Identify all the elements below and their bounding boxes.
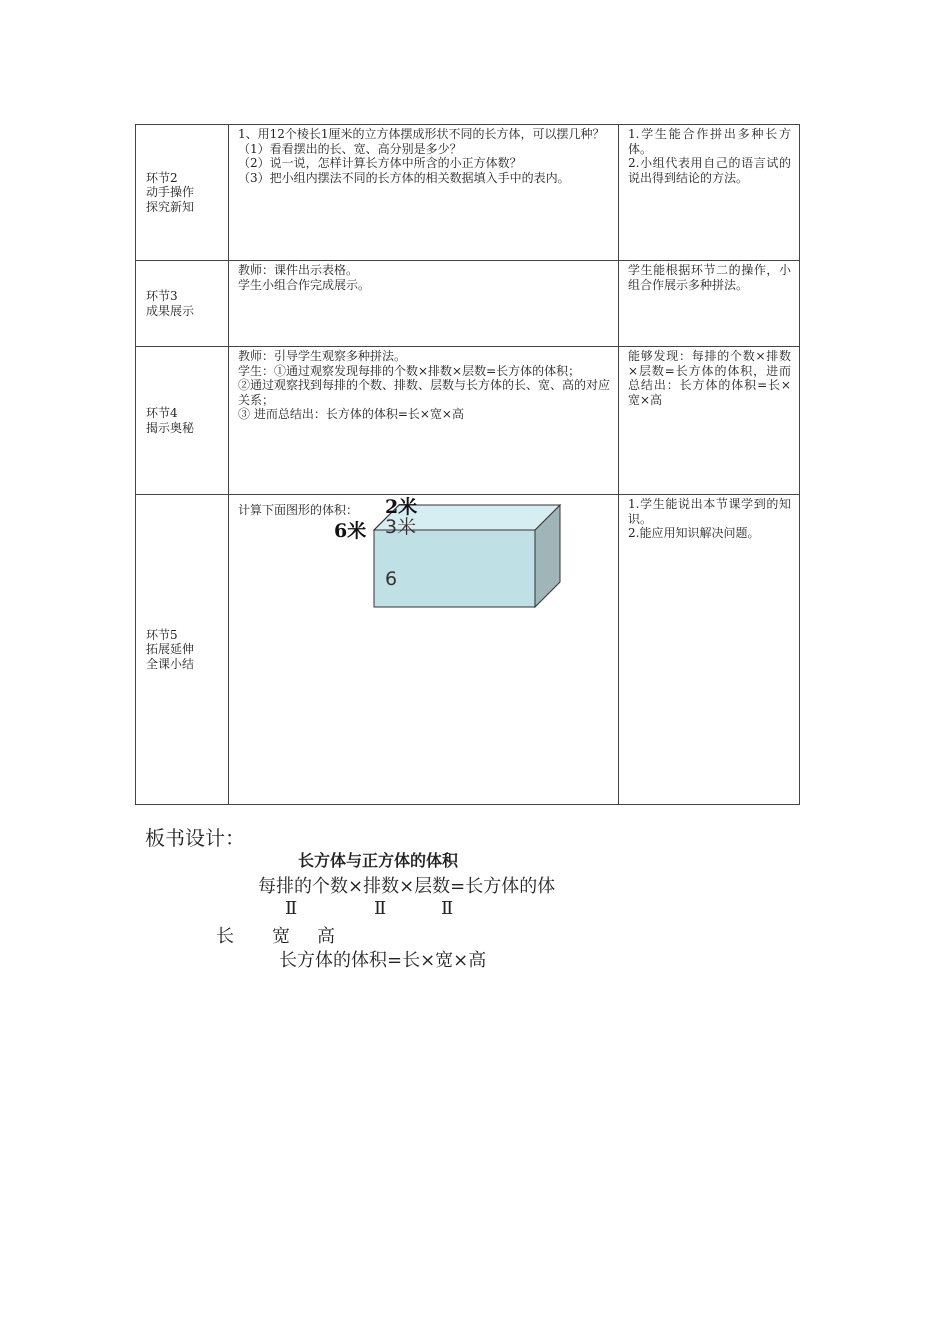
content-cell (229, 261, 619, 347)
lesson-plan-table (135, 124, 800, 805)
table-row (136, 261, 800, 347)
stage-label: 环节3 成果展示 (146, 289, 195, 318)
label-front-value: 6 (385, 568, 398, 590)
board-bracket-3: Ⅱ (441, 898, 454, 919)
stage-label: 环节4 揭示奥秘 (146, 406, 195, 435)
board-word-width: 宽 (272, 926, 290, 947)
goal-cell (619, 261, 800, 347)
goal-text: 能够发现：每排的个数×排数×层数=长方体的体积，进而总结出：长方体的体积=长×宽×高 (628, 349, 791, 407)
stage-label: 环节5 拓展延伸 全课小结 (146, 627, 195, 671)
content-text: 教师：引导学生观察多种拼法。 学生：①通过观察发现每排的个数×排数×层数=长方体的体积； ②通过观察找到每排的个数、排数、层数与长方体的长、宽、高的对应关系； ③ 进而总结出：长方体的体积=长×宽×高 (238, 349, 611, 421)
stage-cell (136, 261, 229, 347)
cuboid-front-face (374, 530, 535, 607)
content-text: 教师：课件出示表格。 学生小组合作完成展示。 (238, 263, 371, 292)
stage-label: 环节2 动手操作 探究新知 (146, 170, 195, 214)
stage-cell (136, 125, 229, 261)
label-left-dimension: 6米 (334, 520, 367, 542)
table-row (136, 125, 800, 261)
board-bracket-1: Ⅱ (285, 898, 298, 919)
content-text: 1、用12个棱长1厘米的立方体摆成形状不同的长方体，可以摆几种？ （1）看看摆出的长、宽、高分别是多少？ （2）说一说，怎样计算长方体中所含的小正方体数？ （3）把小组内摆法不同的长方体的相关数据填入手中的表内。 (238, 127, 605, 185)
board-formula-line: 每排的个数×排数×层数=长方体的体 (258, 876, 556, 897)
board-bracket-2: Ⅱ (374, 898, 387, 919)
table-row (136, 495, 800, 805)
stage-cell (136, 347, 229, 495)
goal-cell (619, 347, 800, 495)
board-volume-formula: 长方体的体积=长×宽×高 (279, 950, 487, 971)
content-cell (229, 495, 619, 805)
goal-text: 1.学生能合作拼出多种长方体。 2.小组代表用自己的语言试的说出得到结论的方法。 (628, 127, 791, 185)
goal-cell (619, 125, 800, 261)
content-cell (229, 347, 619, 495)
board-heading: 长方体与正方体的体积 (298, 851, 459, 870)
stage-cell (136, 495, 229, 805)
board-design-title: 板书设计： (145, 826, 245, 850)
cuboid-figure (229, 495, 618, 801)
board-word-height: 高 (317, 926, 335, 947)
table-row (136, 347, 800, 495)
label-top-dimension: 2米 (385, 496, 418, 518)
goal-cell (619, 495, 800, 805)
goal-text: 学生能根据环节二的操作，小组合作展示多种拼法。 (628, 263, 791, 292)
volume-exercise (229, 495, 618, 801)
goal-text: 1.学生能说出本节课学到的知识。 2.能应用知识解决问题。 (628, 497, 791, 540)
board-word-length: 长 (216, 926, 234, 947)
exercise-prompt: 计算下面图形的体积： (238, 503, 359, 517)
content-cell (229, 125, 619, 261)
label-mid-dimension: 3米 (385, 516, 417, 538)
